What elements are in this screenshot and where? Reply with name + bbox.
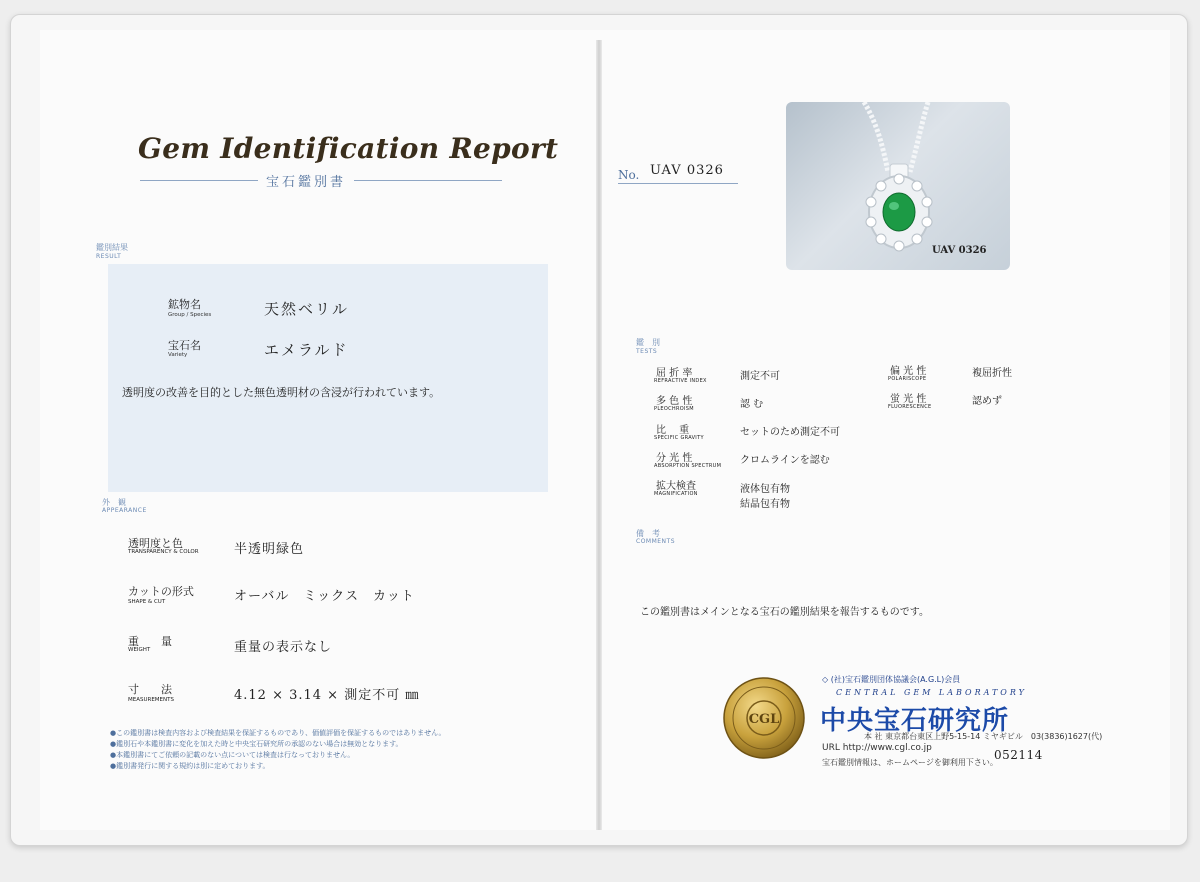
- test-value-secondary: 結晶包有物: [740, 499, 790, 510]
- test-label: 比 重: [656, 425, 690, 436]
- test-sublabel: FLUORESCENCE: [888, 404, 932, 410]
- report-number-underline: [618, 183, 738, 184]
- lab-info-note: 宝石鑑別情報は、ホームページを御利用下さい。: [822, 758, 998, 767]
- result-section-en: RESULT: [96, 253, 122, 260]
- test-label: 拡大検査: [656, 481, 696, 492]
- test-value: 認 む: [740, 399, 764, 410]
- test-sublabel: ABSORPTION SPECTRUM: [654, 463, 722, 469]
- appearance-row-label: カットの形式: [128, 585, 194, 598]
- test-label: 蛍 光 性: [890, 394, 927, 405]
- fine-print-line: ●鑑別石や本鑑別書に変化を加えた時と中央宝石研究所の承認のない場合は無効となります。: [110, 740, 403, 748]
- svg-text:CGL: CGL: [748, 712, 780, 727]
- appearance-row-value: 重量の表示なし: [234, 640, 333, 655]
- comments-section-jp: 備 考: [636, 529, 660, 538]
- test-value: セットのため測定不可: [740, 427, 840, 438]
- photo-label: UAV 0326: [932, 245, 987, 256]
- appearance-row-value: オーバル ミックス カット: [234, 589, 415, 604]
- report-scope-note: この鑑別書はメインとなる宝石の鑑別結果を報告するものです。: [640, 607, 929, 618]
- gold-seal: [722, 676, 806, 760]
- test-label: 多 色 性: [656, 396, 693, 407]
- species-value: 天然ベリル: [264, 300, 350, 318]
- test-sublabel: MAGNIFICATION: [654, 491, 698, 497]
- test-label: 偏 光 性: [890, 366, 927, 377]
- test-value: 認めず: [972, 396, 1002, 407]
- test-value: 測定不可: [740, 371, 780, 382]
- report-number-label: No.: [618, 168, 640, 182]
- certificate-number: 052114: [994, 748, 1043, 762]
- url-label: URL: [822, 743, 840, 753]
- result-section-jp: 鑑別結果: [96, 243, 128, 252]
- page-fold: [596, 40, 602, 830]
- species-label: 鉱物名: [168, 298, 201, 311]
- lab-name-japanese: 中央宝石研究所: [820, 706, 1010, 736]
- lab-url-row: [822, 743, 932, 753]
- treatment-note: 透明度の改善を目的とした無色透明材の含浸が行われています。: [122, 386, 441, 399]
- variety-value: エメラルド: [264, 341, 349, 359]
- tests-section-jp: 鑑 別: [636, 338, 660, 347]
- test-value: 液体包有物: [740, 484, 790, 495]
- report-title: Gem Identification Report: [138, 132, 559, 165]
- lab-url[interactable]: http://www.cgl.co.jp: [842, 743, 932, 753]
- test-sublabel: PLEOCHROISM: [654, 406, 694, 412]
- appearance-row-sublabel: TRANSPARENCY & COLOR: [128, 549, 199, 555]
- lab-name-english: CENTRAL GEM LABORATORY: [836, 688, 1027, 697]
- test-label: 分 光 性: [656, 453, 693, 464]
- appearance-section-jp: 外 観: [102, 498, 126, 507]
- diamond-icon: ◇: [822, 675, 829, 684]
- appearance-row-label: 寸 法: [128, 683, 172, 696]
- fine-print: [110, 728, 550, 772]
- fine-print-line: ●この鑑別書は検査内容および検査結果を保証するものであり、価値評価を保証するものではありません。: [110, 729, 446, 737]
- test-sublabel: SPECIFIC GRAVITY: [654, 435, 704, 441]
- appearance-row-sublabel: WEIGHT: [128, 647, 151, 653]
- test-sublabel: POLARISCOPE: [888, 376, 927, 382]
- fine-print-line: ●本鑑別書にてご依頼の記載のない点については検査は行なっておりません。: [110, 751, 355, 759]
- lab-address: 本 社 東京都台東区上野5-15-14 ミヤギビル 03(3836)1627(代): [864, 732, 1103, 741]
- test-value: 複屈折性: [972, 368, 1012, 379]
- test-value: クロムラインを認む: [740, 455, 830, 466]
- pendant-image: [786, 102, 1010, 270]
- appearance-row-label: 透明度と色: [128, 537, 183, 550]
- appearance-row-value: 半透明緑色: [234, 542, 305, 557]
- appearance-row-sublabel: SHAPE & CUT: [128, 599, 166, 605]
- appearance-row-value: 4.12 × 3.14 × 測定不可 ㎜: [234, 688, 420, 703]
- comments-section-en: COMMENTS: [636, 538, 676, 545]
- fine-print-line: ●鑑別書発行に関する規約は別に定めております。: [110, 762, 270, 770]
- gem-photo: [786, 102, 1010, 270]
- lab-association: ◇ (社)宝石鑑別団体協議会(A.G.L)会員: [822, 675, 961, 684]
- tests-section-en: TESTS: [636, 348, 658, 355]
- test-sublabel: REFRACTIVE INDEX: [654, 378, 707, 384]
- variety-label: 宝石名: [168, 339, 201, 352]
- variety-sublabel: Variety: [168, 352, 188, 358]
- report-number: UAV 0326: [650, 163, 724, 178]
- appearance-section-en: APPEARANCE: [102, 507, 147, 514]
- appearance-row-sublabel: MEASUREMENTS: [128, 697, 174, 703]
- test-label: 屈 折 率: [656, 368, 693, 379]
- appearance-row-label: 重 量: [128, 635, 172, 648]
- species-sublabel: Group / Species: [168, 312, 212, 318]
- report-subtitle: 宝石鑑別書: [258, 171, 354, 190]
